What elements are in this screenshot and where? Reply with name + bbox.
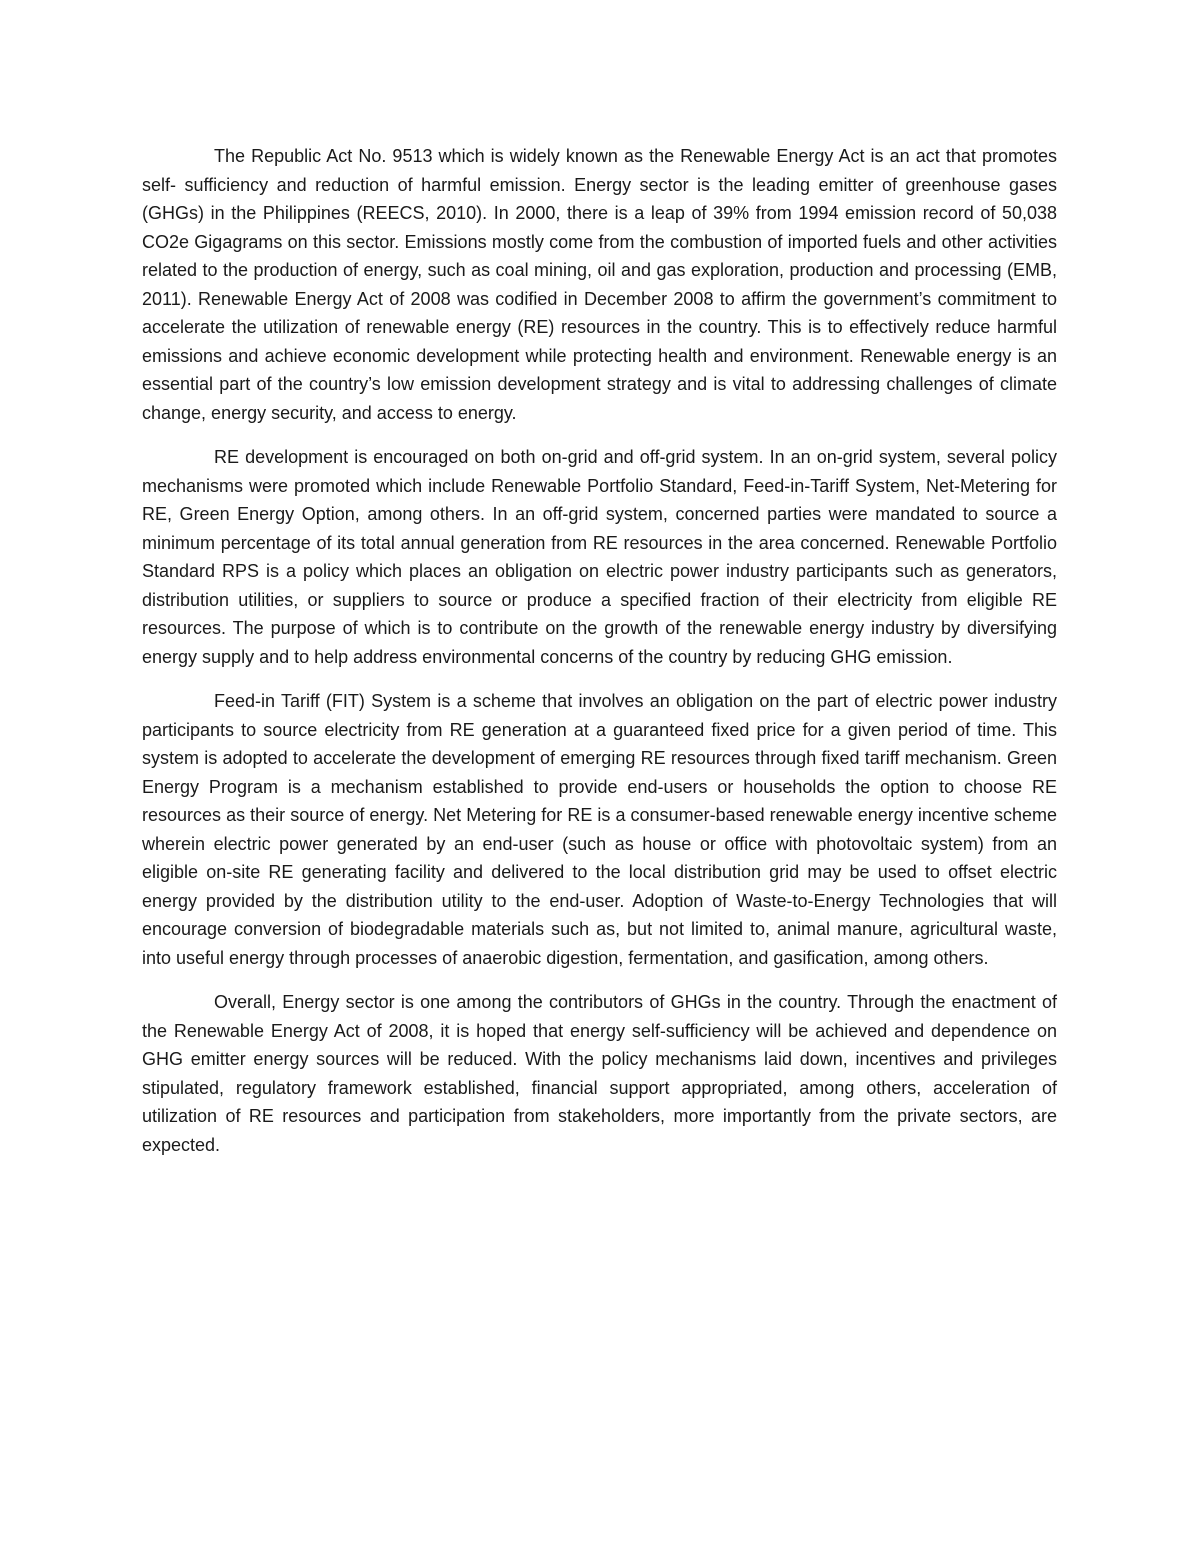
paragraph-overall-conclusion: Overall, Energy sector is one among the contributors of GHGs in the country. Through the enactment of the Renewable Energy Act of 2008, it is hoped that energy self-sufficiency will be achieved and dependence on GHG emitter energy sources will be reduced. With the policy mechanisms laid down, incentives and privileges stipulated, regulatory framework established, financial support appropriated, among others, acceleration of utilization of RE resources and participation from stakeholders, more importantly from the private sectors, are expected.	[142, 992, 1057, 1155]
paragraph-re-development-grid-systems: RE development is encouraged on both on-grid and off-grid system. In an on-grid system, several policy mechanisms were promoted which include Renewable Portfolio Standard, Feed-in-Tariff System, Net-Metering for RE, Green Energy Option, among others. In an off-grid system, concerned parties were mandated to source a minimum percentage of its total annual generation from RE resources in the area concerned. Renewable Portfolio Standard RPS is a policy which places an obligation on electric power industry participants such as generators, distribution utilities, or suppliers to source or produce a specified fraction of their electricity from eligible RE resources. The purpose of which is to contribute on the growth of the renewable energy industry by diversifying energy supply and to help address environmental concerns of the country by reducing GHG emission.	[142, 447, 1057, 667]
document-body	[142, 142, 1057, 1175]
paragraph-feed-in-tariff-system: Feed-in Tariff (FIT) System is a scheme that involves an obligation on the part of electric power industry participants to source electricity from RE generation at a guaranteed fixed price for a given period of time. This system is adopted to accelerate the development of emerging RE resources through fixed tariff mechanism. Green Energy Program is a mechanism established to provide end-users or households the option to choose RE resources as their source of energy. Net Metering for RE is a consumer-based renewable energy incentive scheme wherein electric power generated by an end-user (such as house or office with photovoltaic system) from an eligible on-site RE generating facility and delivered to the local distribution grid may be used to offset electric energy provided by the distribution utility to the end-user. Adoption of Waste-to-Energy Technologies that will encourage conversion of biodegradable materials such as, but not limited to, animal manure, agricultural waste, into useful energy through processes of anaerobic digestion, fermentation, and gasification, among others.	[142, 691, 1057, 968]
paragraph-renewable-energy-act-intro: The Republic Act No. 9513 which is widely known as the Renewable Energy Act is an act that promotes self- sufficiency and reduction of harmful emission. Energy sector is the leading emitter of greenhouse gases (GHGs) in the Philippines (REECS, 2010). In 2000, there is a leap of 39% from 1994 emission record of 50,038 CO2e Gigagrams on this sector. Emissions mostly come from the combustion of imported fuels and other activities related to the production of energy, such as coal mining, oil and gas exploration, production and processing (EMB, 2011). Renewable Energy Act of 2008 was codified in December 2008 to affirm the government’s commitment to accelerate the utilization of renewable energy (RE) resources in the country. This is to effectively reduce harmful emissions and achieve economic development while protecting health and environment. Renewable energy is an essential part of the country’s low emission development strategy and is vital to addressing challenges of climate change, energy security, and access to energy.	[142, 146, 1057, 423]
